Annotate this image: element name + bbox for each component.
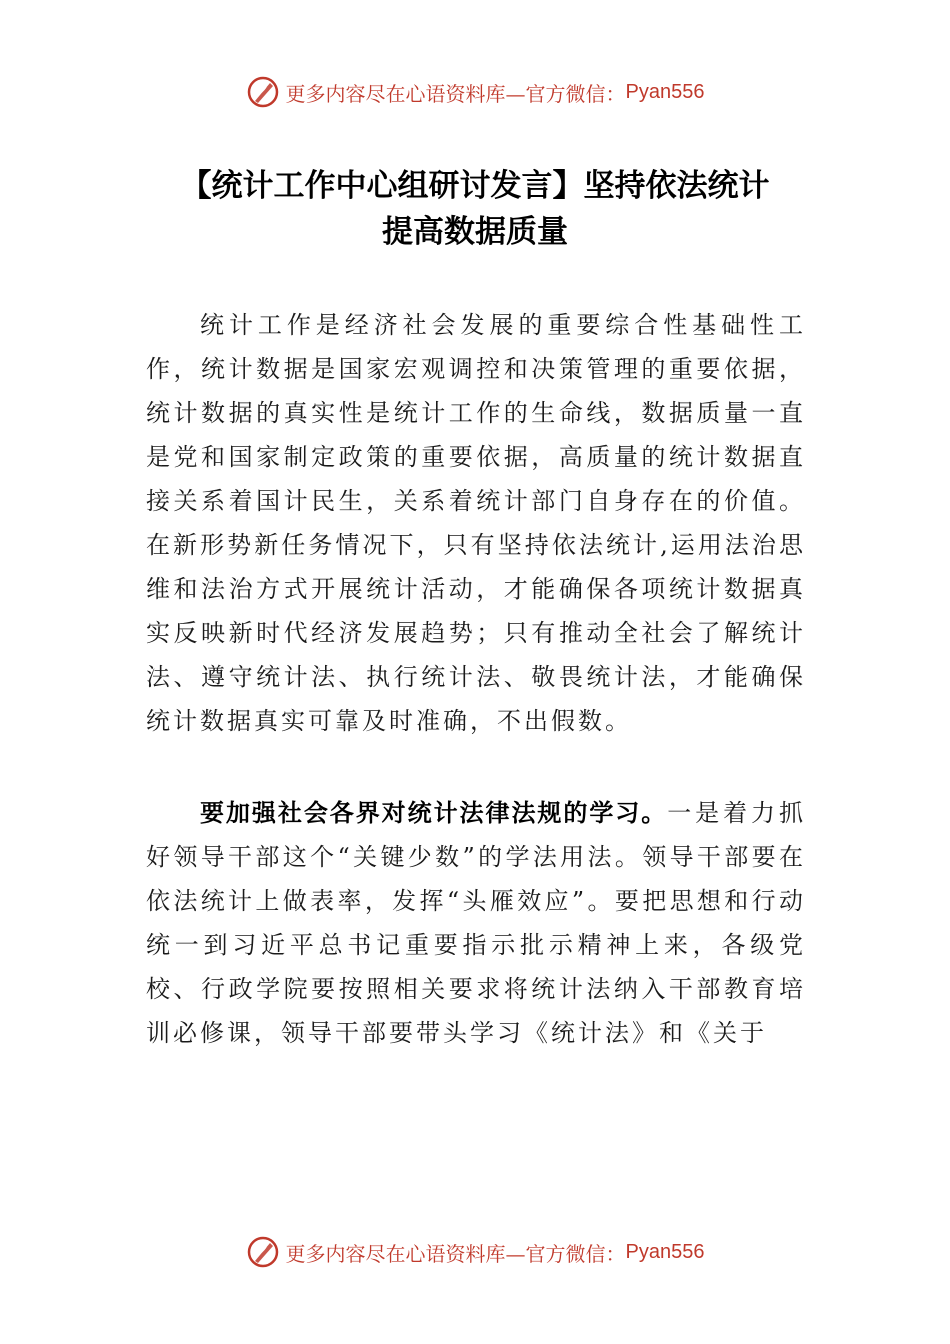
watermark-wechat-id: Pyan556 [625, 80, 705, 103]
title-line-2: 提高数据质量 [382, 214, 568, 250]
watermark-wechat-id: Pyan556 [625, 1240, 705, 1263]
quill-logo-icon [246, 1235, 280, 1269]
paragraph-study-lead: 要加强社会各界对统计法律法规的学习。 [200, 799, 668, 827]
watermark-banner-top [0, 72, 950, 112]
watermark-text: 更多内容尽在心语资料库—官方微信： [285, 81, 626, 106]
watermark-banner-bottom [0, 1232, 950, 1272]
quill-logo-icon [246, 75, 280, 109]
document-title [100, 163, 850, 255]
title-line-1: 【统计工作中心组研讨发言】坚持依法统计 [180, 168, 770, 204]
watermark-text: 更多内容尽在心语资料库—官方微信： [285, 1241, 626, 1266]
paragraph-intro: 统计工作是经济社会发展的重要综合性基础性工作，统计数据是国家宏观调控和决策管理的重要依据，统计数据的真实性是统计工作的生命线，数据质量一直是党和国家制定政策的重要依据，高质量的统计数据直接关系着国计民生，关系着统计部门自身存在的价值。在新形势新任务情况下，只有坚持依法统计,运用法治思维和法治方式开展统计活动，才能确保各项统计数据真实反映新时代经济发展趋势；只有推动全社会了解统计法、遵守统计法、执行统计法、敬畏统计法，才能确保统计数据真实可靠及时准确，不出假数。 [146, 311, 806, 735]
paragraph-study-body: 一是着力抓好领导干部这个“关键少数”的学法用法。领导干部要在依法统计上做表率，发挥“头雁效应”。要把思想和行动统一到习近平总书记重要指示批示精神上来，各级党校、行政学院要按照相关要求将统计法纳入干部教育培训必修课，领导干部要带头学习《统计法》和《关于 [146, 799, 807, 1047]
paragraph-study [146, 791, 806, 1055]
